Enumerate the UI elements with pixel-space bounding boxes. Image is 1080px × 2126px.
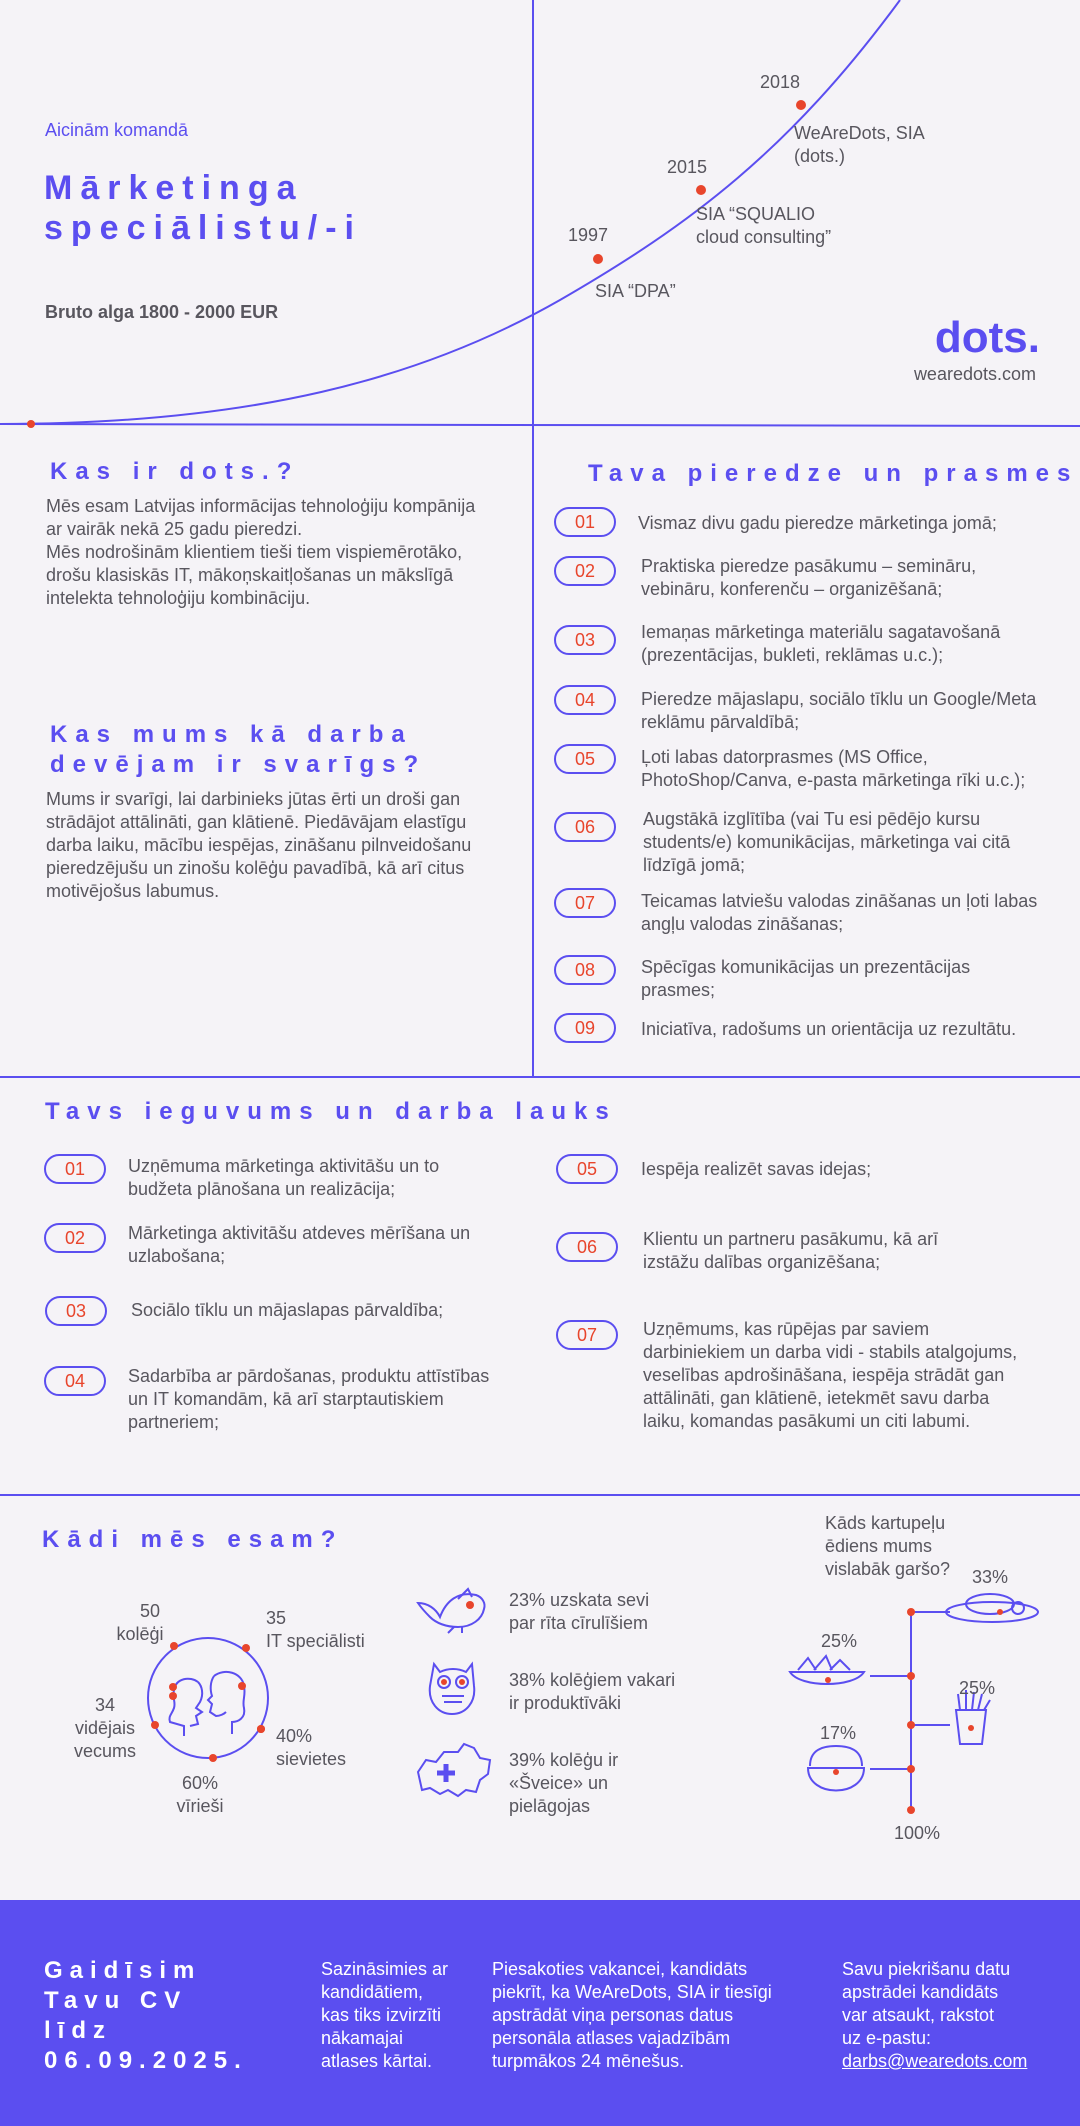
question-line: Kāds kartupeļu xyxy=(825,1513,946,1533)
item-line: students/e) komunikācijas, mārketinga vai citā xyxy=(643,832,1011,852)
stat-line: ir produktīvāki xyxy=(509,1693,622,1713)
item-line: izstāžu dalības organizēšana; xyxy=(643,1252,881,1272)
footer-line: apstrādei kandidāts xyxy=(842,1982,999,2002)
timeline-year-2015: 2015 xyxy=(667,157,708,177)
benefit-item xyxy=(128,1222,470,1268)
employer-title xyxy=(50,720,426,780)
potato-value-mash: 17% xyxy=(820,1723,857,1743)
question-line: vislabāk garšo? xyxy=(825,1559,951,1579)
about-title: Kas ir dots.? xyxy=(50,458,300,485)
item-line: Teicamas latviešu valodas zināšanas un ļoti labas xyxy=(641,891,1038,911)
stat-it xyxy=(266,1607,365,1653)
stat-value: 40% xyxy=(276,1726,313,1746)
stat-colleagues xyxy=(120,1600,180,1623)
job-title-line2: speciālistu/-i xyxy=(44,209,362,247)
experience-item xyxy=(641,746,1025,792)
item-line: Spēcīgas komunikācijas un prezentācijas xyxy=(641,957,971,977)
experience-item xyxy=(638,512,997,535)
footer-line: uz e-pastu: xyxy=(842,2028,932,2048)
footer-col-withdraw xyxy=(842,1958,1027,2073)
item-line: un IT komandām, kā arī starptautiskiem xyxy=(128,1389,444,1409)
item-line: Vismaz divu gadu pieredze mārketinga jomā; xyxy=(638,513,997,533)
timeline-company-line: cloud consulting” xyxy=(696,227,832,247)
item-line: Mārketinga aktivitāšu atdeves mērīšana un xyxy=(128,1223,471,1243)
item-line: Uzņēmums, kas rūpējas par saviem xyxy=(643,1319,930,1339)
item-line: Ļoti labas datorprasmes (MS Office, xyxy=(641,747,928,767)
switzerland-icon xyxy=(414,1742,492,1804)
job-title-line1: Mārketinga xyxy=(44,169,304,207)
item-line: Praktiska pieredze pasākumu – semināru, xyxy=(641,556,977,576)
item-line: angļu valodas zināšanas; xyxy=(641,914,844,934)
benefit-badge-07: 07 xyxy=(556,1320,618,1350)
stat-line: «Šveice» un xyxy=(509,1773,609,1793)
mash-icon xyxy=(808,1746,864,1791)
employer-title-line: devējam ir svarīgs? xyxy=(50,751,427,778)
experience-badge-04: 04 xyxy=(554,685,616,715)
footer-line: kandidātiem, xyxy=(321,1982,424,2002)
stat-colleagues-label: kolēģi xyxy=(116,1624,164,1644)
about-line: Mēs esam Latvijas informācijas tehnoloģiju kompānija xyxy=(46,496,476,516)
footer-line: Piesakoties vakancei, kandidāts xyxy=(492,1959,748,1979)
item-line: Uzņēmuma mārketinga aktivitāšu un to xyxy=(128,1156,440,1176)
benefit-item xyxy=(128,1155,439,1201)
experience-item xyxy=(641,956,970,1002)
stat-value: 60% xyxy=(181,1773,219,1793)
owl-icon xyxy=(428,1660,478,1718)
about-text xyxy=(46,495,506,610)
item-line: Iespēja realizēt savas idejas; xyxy=(641,1159,872,1179)
item-line: Sociālo tīklu un mājaslapas pārvaldība; xyxy=(131,1300,444,1320)
cta-line: līdz xyxy=(44,2017,112,2044)
potato-value-pancakes: 33% xyxy=(972,1567,1009,1587)
experience-title: Tava pieredze un prasmes xyxy=(588,460,1079,487)
timeline-company-line: SIA “SQUALIO xyxy=(696,204,816,224)
item-line: uzlabošana; xyxy=(128,1246,226,1266)
pancakes-icon xyxy=(946,1594,1038,1622)
employer-text xyxy=(46,788,516,903)
experience-badge-07: 07 xyxy=(554,888,616,918)
potato-value-wedges: 25% xyxy=(821,1631,858,1651)
experience-badge-05: 05 xyxy=(554,744,616,774)
timeline-company-squalio xyxy=(696,203,831,249)
benefit-badge-04: 04 xyxy=(44,1366,106,1396)
benefit-item xyxy=(641,1158,871,1181)
section-divider xyxy=(0,1076,1080,1078)
experience-item xyxy=(641,1018,1016,1041)
item-line: Iemaņas mārketinga materiālu sagatavošanā xyxy=(641,622,1001,642)
experience-badge-02: 02 xyxy=(554,556,616,586)
item-line: budžeta plānošana un realizācija; xyxy=(128,1179,396,1199)
experience-item xyxy=(641,555,976,601)
experience-badge-08: 08 xyxy=(554,955,616,985)
item-line: Iniciatīva, radošums un orientācija uz rezultātu. xyxy=(641,1019,1017,1039)
experience-item xyxy=(643,808,1010,877)
stat-owl xyxy=(509,1669,675,1715)
item-line: Sadarbība ar pārdošanas, produktu attīstības xyxy=(128,1366,490,1386)
experience-badge-03: 03 xyxy=(554,625,616,655)
wedges-icon xyxy=(790,1656,864,1684)
section-divider-vertical xyxy=(532,426,534,1076)
bird-icon xyxy=(414,1585,488,1635)
timeline-year-1997: 1997 xyxy=(568,225,609,245)
stat-men xyxy=(160,1772,240,1818)
stat-swiss xyxy=(509,1749,618,1818)
experience-badge-09: 09 xyxy=(554,1013,616,1043)
item-line: Pieredze mājaslapu, sociālo tīklu un Google/Meta xyxy=(641,689,1037,709)
benefit-item xyxy=(643,1228,938,1274)
footer-line: Sazināsimies ar xyxy=(321,1959,449,1979)
benefit-badge-01: 01 xyxy=(44,1154,106,1184)
stat-label: vecums xyxy=(73,1741,136,1761)
about-line: drošu klasiskās IT, mākoņskaitļošanas un mākslīgā xyxy=(46,565,454,585)
whoweare-title: Kādi mēs esam? xyxy=(42,1526,344,1553)
about-line: intelekta tehnoloģiju kombināciju. xyxy=(46,588,311,608)
section-divider xyxy=(0,1494,1080,1496)
stat-women xyxy=(276,1725,346,1771)
footer-line: turpmākos 24 mēnešus. xyxy=(492,2051,685,2071)
footer-col-consent xyxy=(492,1958,772,2073)
timeline-company-dpa: SIA “DPA” xyxy=(595,281,676,301)
item-line: PhotoShop/Canva, e-pasta mārketinga rīki u.c.); xyxy=(641,770,1026,790)
item-line: Klientu un partneru pasākumu, kā arī xyxy=(643,1229,939,1249)
stat-label: vidējais xyxy=(74,1718,136,1738)
stat-label: vīrieši xyxy=(176,1796,224,1816)
benefit-item xyxy=(643,1318,1017,1433)
salary: Bruto alga 1800 - 2000 EUR xyxy=(45,302,279,322)
item-line: veselības apdrošināšana, iespēja strādāt gan xyxy=(643,1365,1005,1385)
benefit-badge-06: 06 xyxy=(556,1232,618,1262)
item-line: līdzīgā jomā; xyxy=(643,855,746,875)
stat-line: par rīta cīrulīšiem xyxy=(509,1613,649,1633)
footer-line: atlases kārtai. xyxy=(321,2051,433,2071)
experience-badge-06: 06 xyxy=(554,812,616,842)
potato-total: 100% xyxy=(894,1823,941,1843)
experience-item xyxy=(641,621,1000,667)
benefits-title: Tavs ieguvums un darba lauks xyxy=(45,1098,617,1125)
employer-line: motivējošus labumus. xyxy=(46,881,220,901)
about-line: Mēs nodrošinām klientiem tieši tiem vispiemērotāko, xyxy=(46,542,463,562)
employer-line: darba laiku, mācību iespējas, zināšanu pilnveidošanu xyxy=(46,835,472,855)
employer-line: strādājot attālināti, gan klātienē. Piedāvājam elastīgu xyxy=(46,812,467,832)
employer-line: pieredzējušu un zinošu kolēģu pavadībā, kā arī citus xyxy=(46,858,465,878)
job-title xyxy=(44,168,362,248)
item-line: vebināru, konferenču – organizēšanā; xyxy=(641,579,943,599)
cta-line: Tavu CV xyxy=(44,1987,188,2014)
hero-eyebrow: Aicinām komandā xyxy=(45,120,189,140)
benefit-item xyxy=(128,1365,489,1434)
about-line: ar vairāk nekā 25 gadu pieredzi. xyxy=(46,519,303,539)
experience-item xyxy=(641,688,1036,734)
benefit-badge-03: 03 xyxy=(45,1296,107,1326)
question-line: ēdiens mums xyxy=(825,1536,933,1556)
stat-line: 38% kolēģiem vakari xyxy=(509,1670,676,1690)
footer xyxy=(0,1900,1080,2126)
team-circle-icon xyxy=(140,1630,280,1770)
stat-label: IT speciālisti xyxy=(266,1631,365,1651)
stat-line: pielāgojas xyxy=(509,1796,591,1816)
benefit-badge-02: 02 xyxy=(44,1223,106,1253)
stat-value: 50 xyxy=(139,1601,161,1621)
stat-value: 35 xyxy=(266,1608,287,1628)
item-line: Augstākā izglītība (vai Tu esi pēdējo kursu xyxy=(643,809,981,829)
footer-line: personāla atlases vajadzībām xyxy=(492,2028,731,2048)
cta-line: 06.09.2025. xyxy=(44,2047,248,2074)
timeline-company-line: (dots.) xyxy=(794,146,846,166)
timeline-year-2018: 2018 xyxy=(760,72,801,92)
potato-value-fries: 25% xyxy=(959,1678,996,1698)
item-line: attālināti, gan klātienē, ietekmēt savu darba xyxy=(643,1388,990,1408)
footer-line: Savu piekrišanu datu xyxy=(842,1959,1011,1979)
footer-line: nākamajai xyxy=(321,2028,404,2048)
item-line: laiku, komandas pasākumi un citi labumi. xyxy=(643,1411,971,1431)
stat-line: 23% uzskata sevi xyxy=(509,1590,650,1610)
stat-line: 39% kolēģu ir xyxy=(509,1750,619,1770)
timeline-company-line: WeAreDots, SIA xyxy=(794,123,925,143)
experience-badge-01: 01 xyxy=(554,507,616,537)
experience-item xyxy=(641,890,1037,936)
potato-chart xyxy=(780,1560,1060,1820)
employer-line: Mums ir svarīgi, lai darbinieks jūtas ērti un droši gan xyxy=(46,789,461,809)
item-line: darbiniekiem un darba vidi - stabils atalgojums, xyxy=(643,1342,1018,1362)
footer-line: var atsaukt, rakstot xyxy=(842,2005,995,2025)
email-link[interactable]: darbs@wearedots.com xyxy=(842,2051,1028,2071)
employer-title-line: Kas mums kā darba xyxy=(50,721,413,748)
footer-line: kas tiks izvirzīti xyxy=(321,2005,442,2025)
item-line: partneriem; xyxy=(128,1412,220,1432)
item-line: (prezentācijas, bukleti, reklāmas u.c.); xyxy=(641,645,944,665)
cta-deadline xyxy=(44,1956,248,2076)
stat-value: 34 xyxy=(94,1695,116,1715)
timeline-company-wearedots xyxy=(794,122,925,168)
footer-col-contact xyxy=(321,1958,448,2073)
item-line: reklāmu pārvaldībā; xyxy=(641,712,800,732)
footer-line: piekrīt, ka WeAreDots, SIA ir tiesīgi xyxy=(492,1982,772,2002)
website[interactable]: wearedots.com xyxy=(913,364,1036,384)
benefit-badge-05: 05 xyxy=(556,1154,618,1184)
stat-bird xyxy=(509,1589,649,1635)
stat-label: sievietes xyxy=(276,1749,347,1769)
footer-line: apstrādāt viņa personas datus xyxy=(492,2005,734,2025)
stat-age xyxy=(60,1694,150,1763)
item-line: prasmes; xyxy=(641,980,716,1000)
cta-line: Gaidīsim xyxy=(44,1957,202,1984)
dots-logo: dots. xyxy=(934,313,1040,362)
benefit-item xyxy=(131,1299,443,1322)
